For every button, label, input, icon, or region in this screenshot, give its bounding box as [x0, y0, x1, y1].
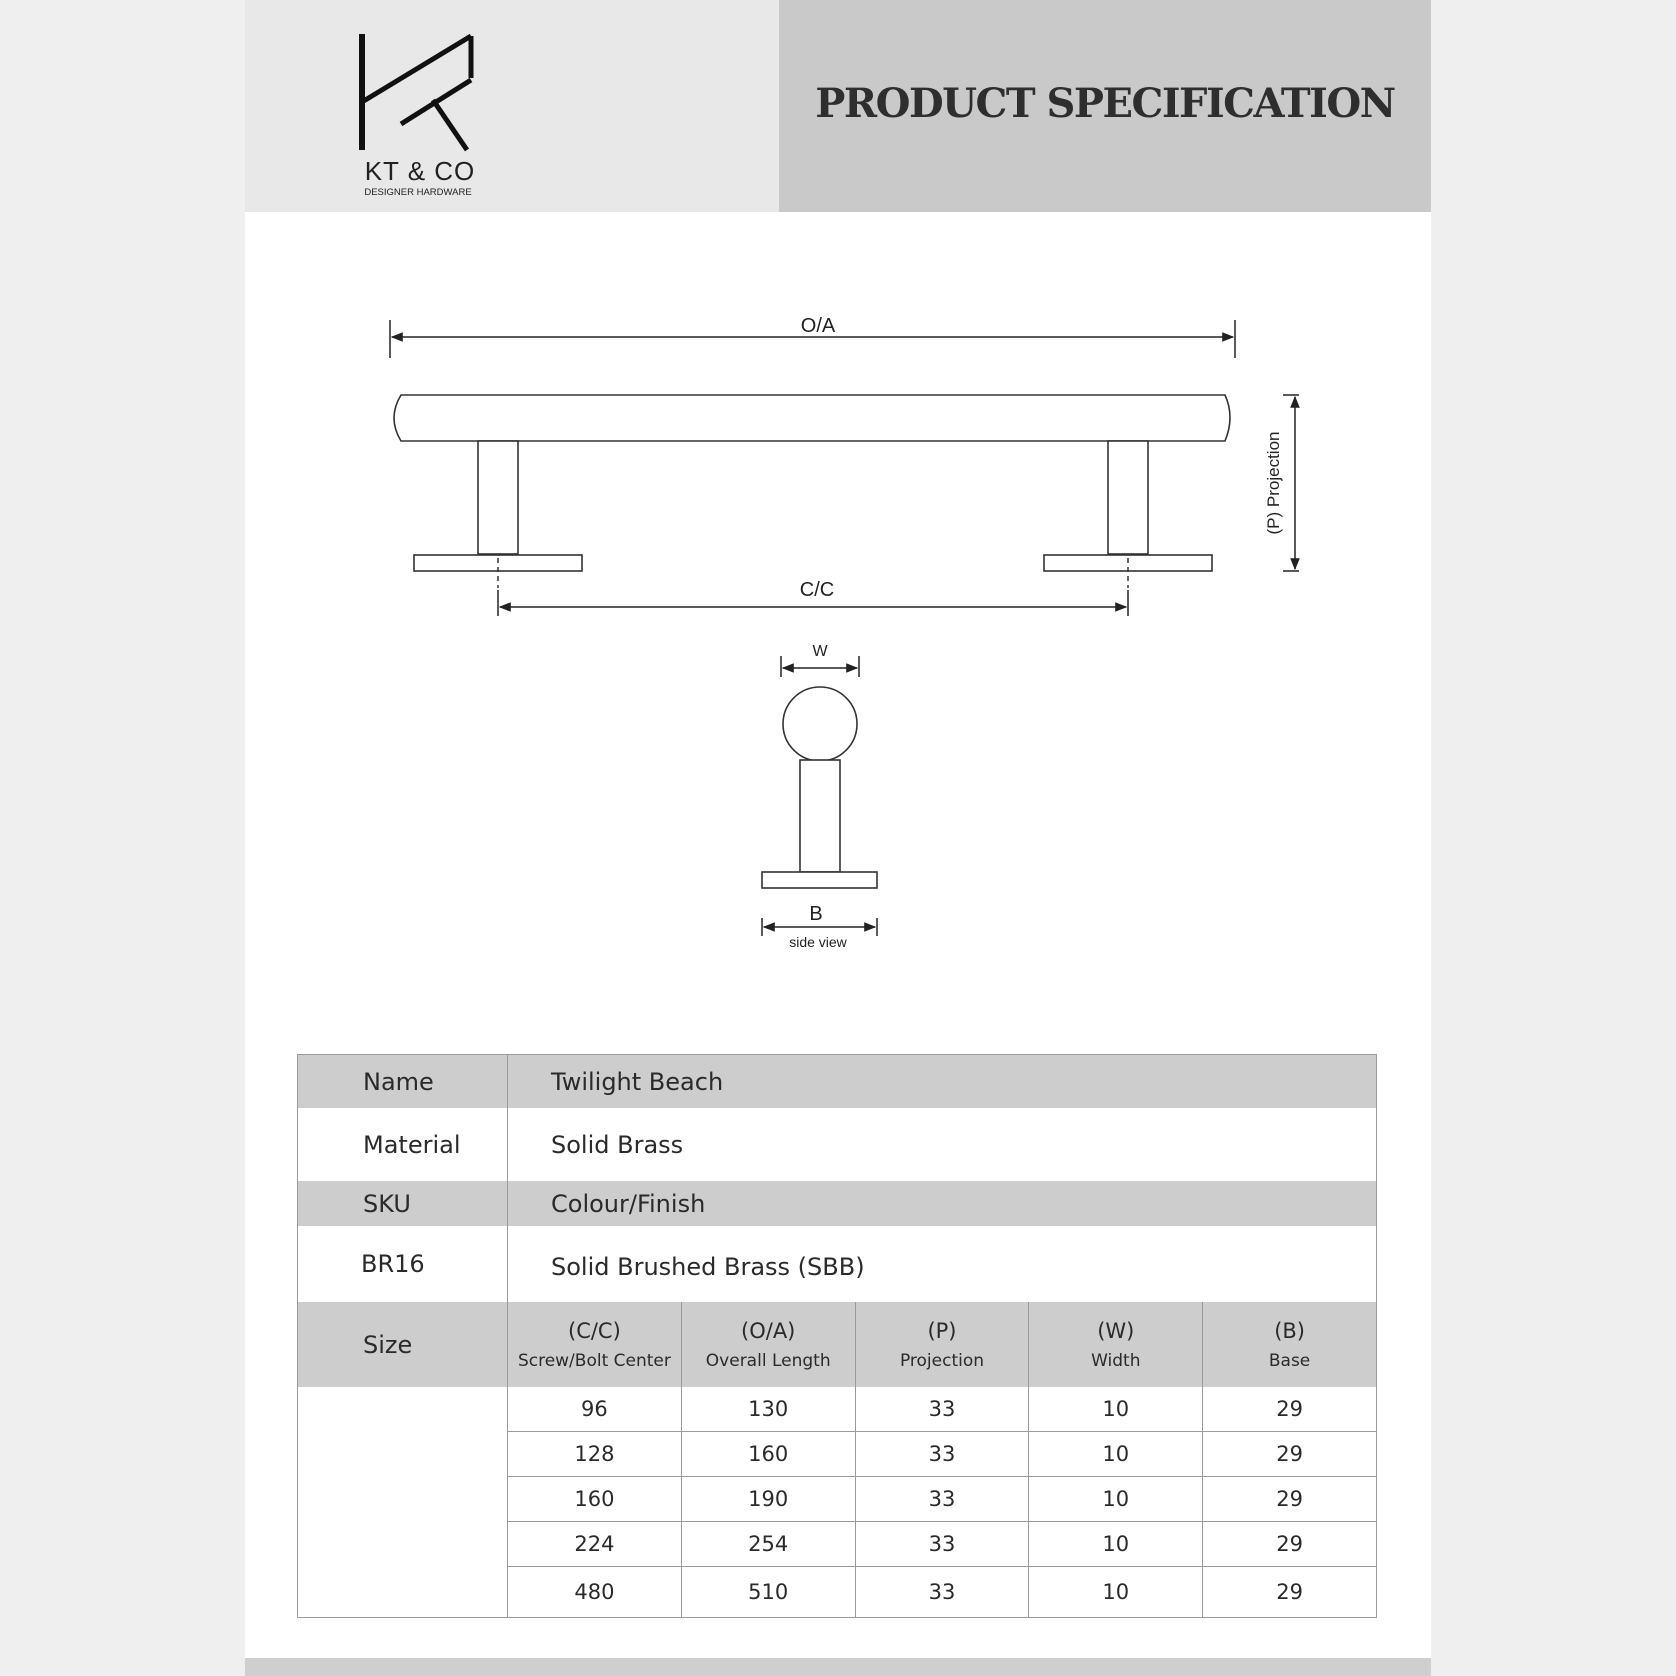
- table-row: [508, 1567, 1376, 1617]
- table-cell: 160: [682, 1432, 856, 1476]
- table-row: [508, 1522, 1376, 1567]
- table-cell: 128: [508, 1432, 682, 1476]
- table-cell: 224: [508, 1522, 682, 1566]
- handle-front-view: [394, 395, 1230, 588]
- overall-length-dimension: [390, 315, 1235, 358]
- column-header-w: [1029, 1302, 1203, 1387]
- table-row: [298, 1055, 1376, 1108]
- table-row: [298, 1181, 1376, 1226]
- sku-label: SKU: [298, 1181, 508, 1226]
- brand-name: KT & CO: [364, 156, 476, 186]
- size-label: Size: [298, 1302, 508, 1387]
- technical-drawing: [245, 0, 1431, 1000]
- column-title: Screw/Bolt Center: [517, 1350, 671, 1371]
- material-label: Material: [298, 1108, 508, 1181]
- size-column-headers: [508, 1302, 1376, 1387]
- column-header-oa: [682, 1302, 856, 1387]
- table-cell: 29: [1276, 1397, 1303, 1421]
- table-cell: 10: [1029, 1567, 1203, 1617]
- width-label: W: [812, 643, 828, 660]
- table-cell: 29: [1276, 1580, 1303, 1604]
- table-cell: 96: [508, 1387, 682, 1431]
- table-cell: 130: [682, 1387, 856, 1431]
- size-data-rows: [508, 1387, 1376, 1617]
- table-cell: 29: [1276, 1442, 1303, 1466]
- table-cell: 190: [682, 1477, 856, 1521]
- size-header-row: [298, 1302, 1376, 1387]
- name-value: Twilight Beach: [551, 1067, 724, 1096]
- column-title: Overall Length: [705, 1350, 831, 1371]
- side-view-label: side view: [789, 934, 847, 950]
- table-cell: 33: [856, 1567, 1030, 1617]
- table-cell: 33: [856, 1477, 1030, 1521]
- table-cell: 29: [1276, 1487, 1303, 1511]
- table-cell: 29: [1276, 1532, 1303, 1556]
- column-title: Width: [1091, 1350, 1141, 1371]
- table-cell: 160: [508, 1477, 682, 1521]
- base-label: B: [809, 903, 823, 925]
- material-value: Solid Brass: [551, 1130, 684, 1159]
- table-row: [298, 1226, 1376, 1302]
- brand-tagline: DESIGNER HARDWARE: [364, 187, 472, 198]
- footer-bar: [245, 1658, 1431, 1676]
- finish-label: Colour/Finish: [551, 1189, 706, 1218]
- table-row: [508, 1387, 1376, 1432]
- table-cell: 510: [682, 1567, 856, 1617]
- specification-table: [297, 1054, 1377, 1618]
- table-cell: 10: [1029, 1522, 1203, 1566]
- projection-label: (P) Projection: [1264, 431, 1283, 535]
- finish-value: Solid Brushed Brass (SBB): [551, 1253, 865, 1281]
- centers-dimension: [498, 579, 1128, 616]
- size-label-spacer: [298, 1387, 508, 1617]
- name-label: Name: [298, 1055, 508, 1108]
- table-row: [508, 1477, 1376, 1522]
- column-abbr: (P): [927, 1318, 957, 1343]
- table-cell: 10: [1029, 1477, 1203, 1521]
- table-cell: 33: [856, 1522, 1030, 1566]
- column-header-b: [1203, 1302, 1376, 1387]
- spec-sheet-page: [245, 0, 1431, 1676]
- table-cell: 10: [1029, 1432, 1203, 1476]
- centers-label: C/C: [799, 579, 835, 601]
- sku-value: BR16: [298, 1226, 508, 1302]
- table-row: [298, 1108, 1376, 1181]
- table-cell: 480: [508, 1567, 682, 1617]
- table-cell: 33: [856, 1387, 1030, 1431]
- table-cell: 254: [682, 1522, 856, 1566]
- page-title: PRODUCT SPECIFICATION: [815, 80, 1395, 127]
- overall-length-label: O/A: [800, 315, 836, 337]
- size-data-area: [298, 1387, 1376, 1617]
- column-abbr: (W): [1097, 1318, 1135, 1343]
- column-abbr: (O/A): [741, 1318, 796, 1343]
- column-title: Base: [1268, 1350, 1311, 1371]
- column-title: Projection: [899, 1350, 985, 1371]
- table-cell: 33: [856, 1432, 1030, 1476]
- handle-side-view: [762, 643, 877, 950]
- table-cell: 10: [1029, 1387, 1203, 1431]
- column-header-cc: [508, 1302, 682, 1387]
- column-header-p: [856, 1302, 1030, 1387]
- column-abbr: (C/C): [568, 1318, 621, 1343]
- table-row: [508, 1432, 1376, 1477]
- column-abbr: (B): [1274, 1318, 1305, 1343]
- projection-dimension: [1264, 395, 1299, 571]
